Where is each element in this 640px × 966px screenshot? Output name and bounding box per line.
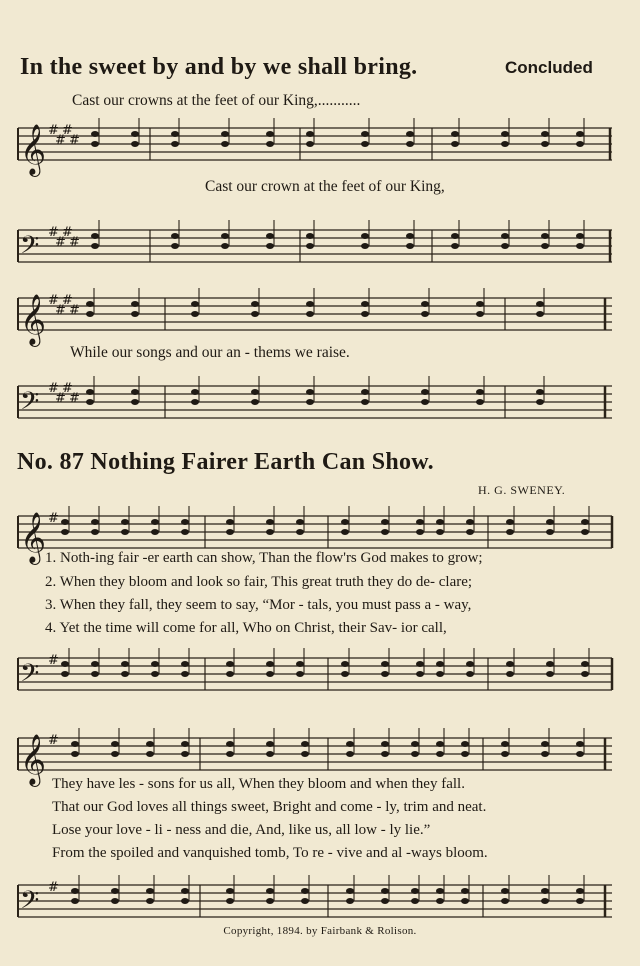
svg-text:𝄢: 𝄢 (20, 659, 40, 694)
svg-text:#: # (62, 225, 73, 240)
svg-text:#: # (48, 511, 59, 526)
svg-text:𝄞: 𝄞 (20, 512, 47, 563)
hymn-title-concluded: In the sweet by and by we shall bring. (20, 54, 418, 80)
svg-text:#: # (48, 733, 59, 748)
svg-text:#: # (62, 293, 73, 308)
svg-text:𝄞: 𝄞 (20, 294, 47, 345)
chorus-line-3: Lose your love - li - ness and die, And, like us, all low - ly lie.” (52, 822, 431, 838)
verse-line-3: 3. When they fall, they seem to say, “Mor - tals, you must pass a - way, (45, 597, 472, 613)
concluded-label: Concluded (505, 58, 593, 77)
lyric-line-2: Cast our crown at the feet of our King, (205, 178, 445, 195)
svg-text:𝄢: 𝄢 (20, 387, 40, 422)
chorus-line-1: They have les - sons for us all, When they bloom and when they fall. (52, 776, 465, 792)
copyright-notice: Copyright, 1894. by Fairbank & Rolison. (223, 925, 417, 937)
svg-text:#: # (62, 123, 73, 138)
lyric-line-1: Cast our crowns at the feet of our King,........... (72, 92, 361, 109)
svg-text:#: # (69, 235, 80, 250)
svg-text:𝄞: 𝄞 (20, 124, 47, 175)
lyric-line-3: While our songs and our an - thems we raise. (70, 344, 350, 361)
music-staff-treble-2 (0, 290, 640, 345)
svg-text:#: # (48, 381, 59, 396)
music-staff-bass-2 (0, 378, 640, 428)
svg-text:#: # (69, 133, 80, 148)
chorus-line-4: From the spoiled and vanquished tomb, To re - vive and al -ways bloom. (52, 845, 488, 861)
svg-text:𝄢: 𝄢 (20, 886, 40, 921)
verse-line-4: 4. Yet the time will come for all, Who on Christ, their Sav- ior call, (45, 620, 447, 636)
music-staff-bass-3 (0, 650, 640, 700)
music-staff-bass-4 (0, 877, 640, 927)
svg-text:𝄢: 𝄢 (20, 231, 40, 266)
svg-text:𝄞: 𝄞 (20, 734, 47, 785)
svg-text:#: # (55, 133, 66, 148)
svg-text:#: # (48, 653, 59, 668)
svg-text:#: # (48, 225, 59, 240)
svg-text:#: # (62, 381, 73, 396)
svg-text:#: # (48, 293, 59, 308)
verse-line-2: 2. When they bloom and look so fair, This great truth they do de- clare; (45, 574, 473, 590)
svg-text:#: # (69, 303, 80, 318)
svg-text:#: # (48, 123, 59, 138)
music-staff-bass-1 (0, 222, 640, 272)
svg-text:#: # (48, 880, 59, 895)
svg-text:#: # (55, 391, 66, 406)
composer-credit: H. G. SWENEY. (478, 483, 566, 497)
svg-text:#: # (55, 235, 66, 250)
svg-text:#: # (69, 391, 80, 406)
music-staff-treble-1 (0, 120, 640, 175)
svg-text:#: # (55, 303, 66, 318)
chorus-line-2: That our God loves all things sweet, Bright and come - ly, trim and neat. (52, 799, 487, 815)
verse-line-1: 1. Noth-ing fair -er earth can show, Than the flow'rs God makes to grow; (45, 550, 483, 566)
hymn-87-title: No. 87 Nothing Fairer Earth Can Show. (17, 449, 434, 475)
